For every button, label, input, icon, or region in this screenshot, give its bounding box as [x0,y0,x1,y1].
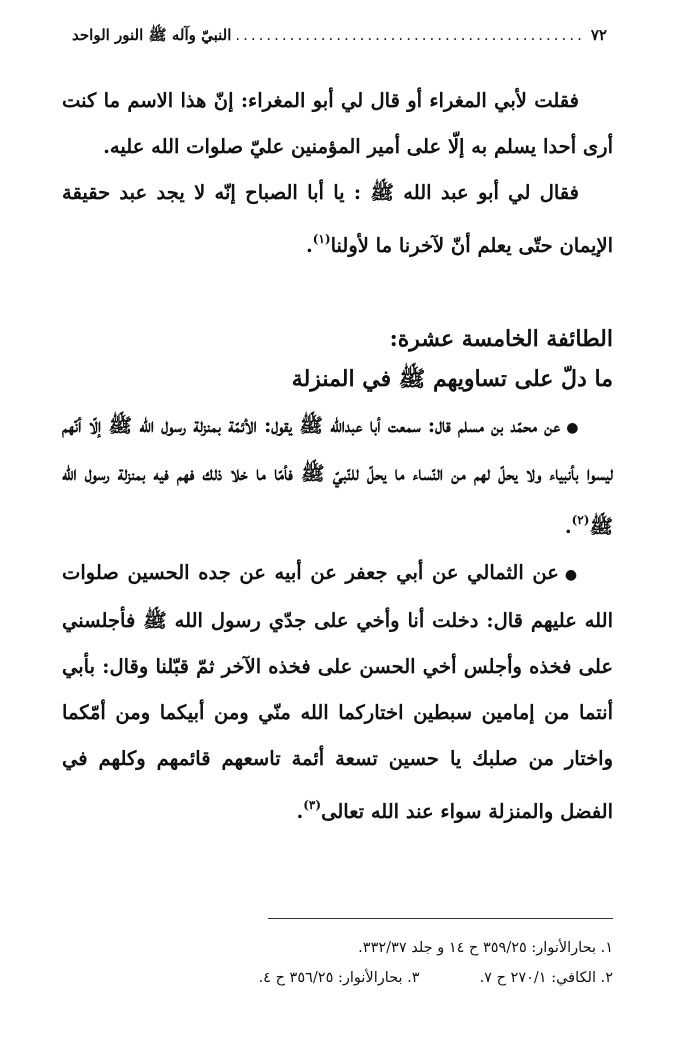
footnote-ref-2[interactable]: (٢) [571,513,590,527]
bullet-icon: ● [564,567,580,583]
paragraph-2 [62,170,613,269]
page-number: ٧٢ [590,26,607,44]
footnote-ref-1[interactable]: (١) [312,232,331,246]
footnote-3: ٣. بحارالأنوار: ٣٥٦/٢٥ ح ٤. [258,970,420,986]
hadith-item-1 [62,403,613,550]
running-title: النبيّ وآله ﷺ النور الواحد [72,26,232,44]
section-heading: الطائفة الخامسة عشرة: [389,326,613,352]
footnote-row-1 [62,933,613,963]
paragraph-2-text: فقال لي أبو عبد الله ﷺ : يا أبا الصباح إنّه لا يجد عبد حقيقة الإيمان حتّى يعلم أنّ لآخرنا ما لأولنا [62,181,613,257]
paragraph-1: فقلت لأبي المغراء أو قال لي أبو المغراء: إنّ هذا الاسم ما كنت أرى أحدا يسلم به إلّا على أمير المؤمنين عليّ صلوات الله عليه. [62,89,613,158]
running-header [72,26,607,48]
bullet-icon: ● [566,420,580,436]
section-subheading: ما دلّ على تساويهم ﷺ في المنزلة [291,366,613,392]
hadith-1-end: . [564,515,572,538]
page-body [62,78,613,835]
footnote-1: ١. بحارالأنوار: ٣٥٩/٢٥ ح ١٤ و جلد ٣٣٢/٣٧. [358,940,613,956]
leader-dots [237,26,584,44]
hadith-2-end: . [296,800,304,823]
footnotes-section [62,918,613,993]
footnote-row-2 [62,963,613,993]
paragraph-2-end: . [305,234,313,257]
section-heading-block [62,319,613,399]
hadith-1-text: عن محمّد بن مسلم قال: سمعت أبا عبدالله ﷺ يقول: الأئمّة بمنزلة رسول الله ﷺ إلّا أنّهم ليسوا بأنبياء ولا يحلّ لهم من النّساء ما يحلّ للنّبيّ ﷺ فأمّا ما خلا ذلك فهم فيه بمنزلة رسول الله ﷺ [62,414,613,538]
footnote-2: ٢. الكافي: ٢٧٠/١ ح ٧. [479,970,613,986]
hadith-2-text: عن الثمالي عن أبي جعفر عن أبيه عن جده الحسين صلوات الله عليهم قال: دخلت أنا وأخي على جدّي رسول الله ﷺ فأجلسني على فخذه وأجلس أخي الحسن على فخذه الآخر ثمّ قبّلنا وقال: بأبي أنتما من إمامين سبطين اختاركما الله منّي ومن أبيكما ومن أمّكما واختار من صلبك يا حسين تسعة أئمة تاسعهم قائمهم وكلهم في الفضل والمنزلة سواء عند الله تعالى [62,561,613,823]
footnote-ref-3[interactable]: (٣) [303,798,322,812]
hadith-item-2 [62,550,613,835]
footnote-divider [268,918,613,919]
